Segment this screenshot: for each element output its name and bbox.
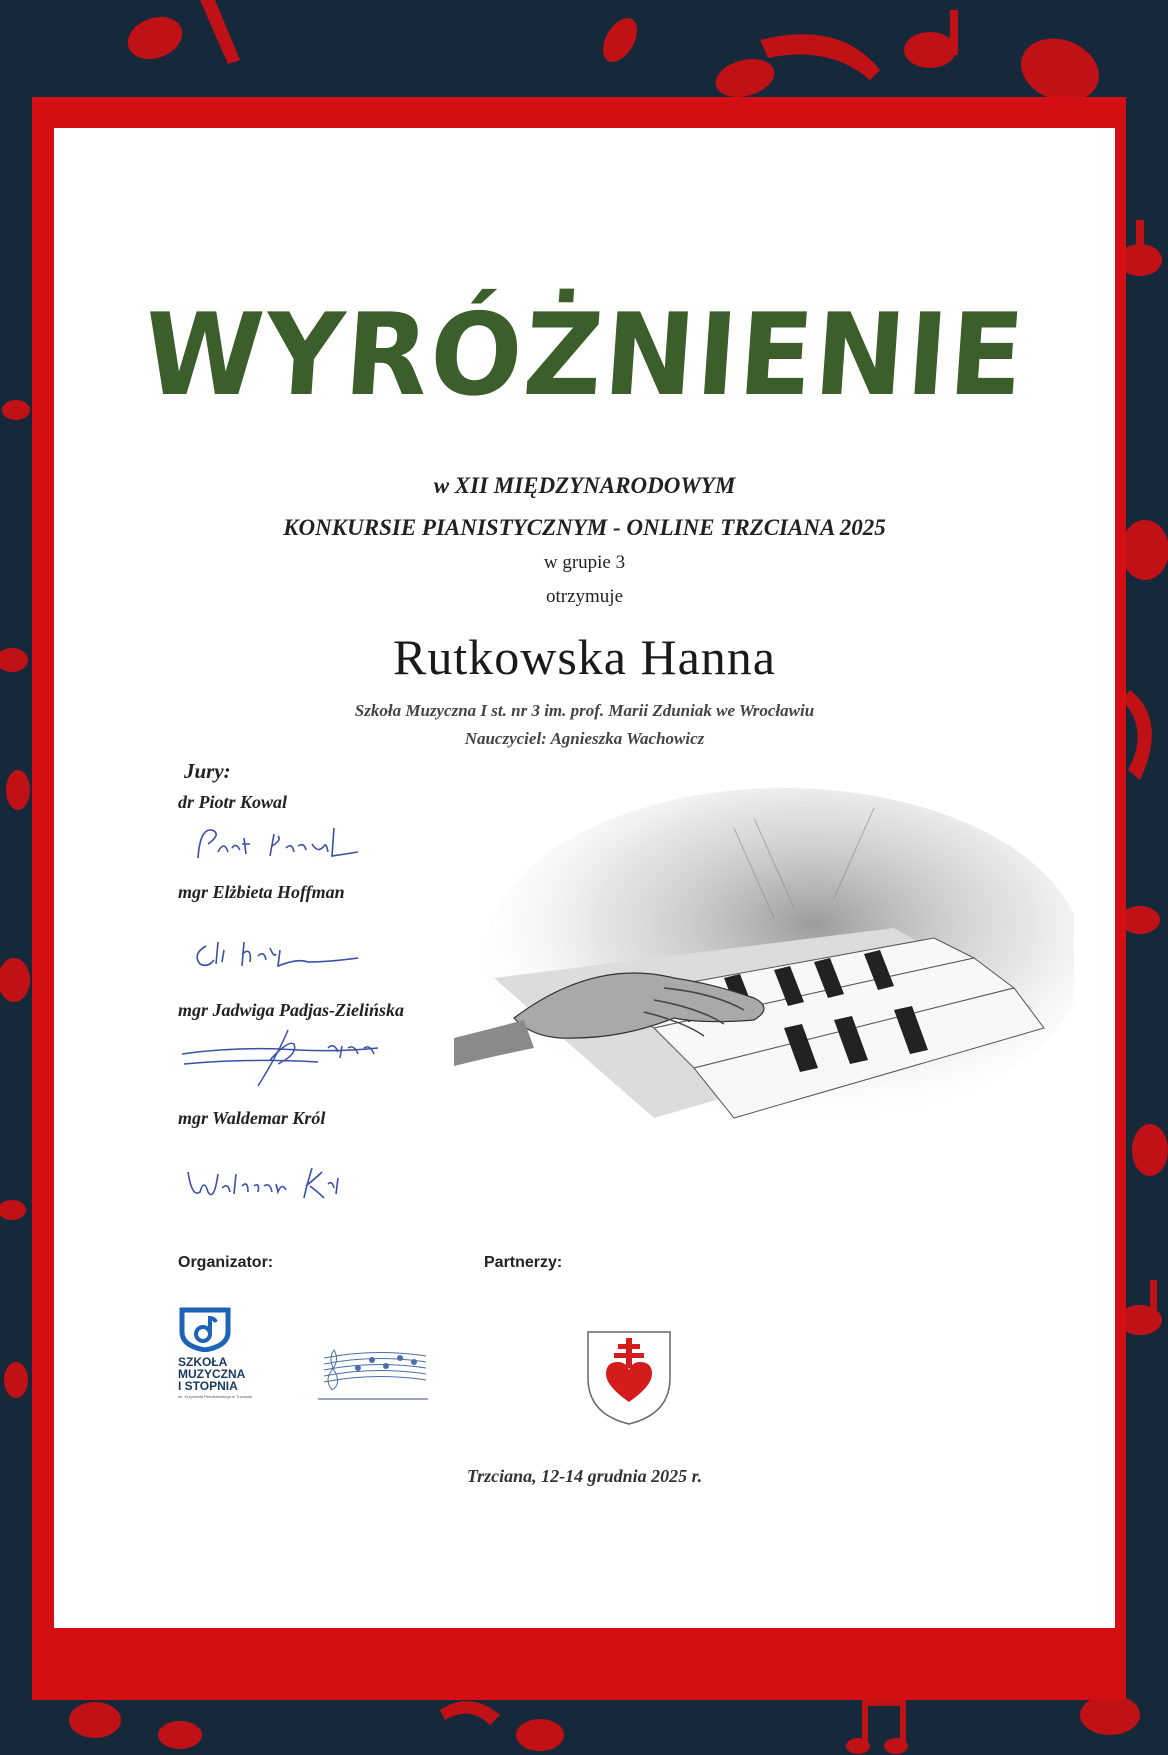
juror-signature-hoffman	[178, 928, 378, 988]
date-place: Trzciana, 12-14 grudnia 2025 r.	[466, 1466, 703, 1486]
receives-line: otrzymuje	[545, 586, 624, 607]
town-crest	[584, 1328, 674, 1428]
school-logo-line: SZKOŁA	[178, 1355, 228, 1369]
school-shield-icon	[178, 1306, 232, 1352]
school-name: Szkoła Muzyczna I st. nr 3 im. prof. Marii Zduniak we Wrocławiu	[354, 701, 815, 720]
juror-name: dr Piotr Kowal	[178, 792, 288, 812]
school-logo-line: MUZYCZNA	[178, 1367, 246, 1381]
juror-name: mgr Elżbieta Hoffman	[178, 882, 345, 902]
certificate-paper	[54, 128, 1115, 1628]
juror-signature-padjas	[178, 1024, 398, 1094]
group-line: w grupie 3	[543, 552, 626, 573]
piano-hand-illustration	[454, 788, 1074, 1188]
certificate-title: WYRÓŻNIENIE	[139, 289, 1030, 422]
juror-signature-krol	[178, 1158, 398, 1218]
music-association-logo	[314, 1340, 434, 1406]
jury-label: Jury:	[184, 759, 231, 783]
partners-label: Partnerzy:	[484, 1254, 563, 1271]
teacher-name: Nauczyciel: Agnieszka Wachowicz	[464, 729, 705, 748]
organizer-label: Organizator:	[178, 1254, 274, 1271]
competition-line-2: KONKURSIE PIANISTYCZNYM - ONLINE TRZCIANA 2025	[283, 515, 886, 540]
juror-name: mgr Waldemar Król	[178, 1108, 326, 1128]
school-logo-subtitle: im. Krzysztofa Pendereckiego w Trzcianie	[178, 1394, 253, 1399]
juror-name: mgr Jadwiga Padjas-Zielińska	[178, 1000, 405, 1020]
school-logo	[178, 1306, 288, 1399]
school-logo-line: I STOPNIA	[178, 1379, 238, 1393]
juror-signature-kowal	[178, 818, 378, 878]
competition-line-1: w XII MIĘDZYNARODOWYM	[433, 473, 736, 498]
recipient-name: Rutkowska Hanna	[393, 629, 776, 685]
